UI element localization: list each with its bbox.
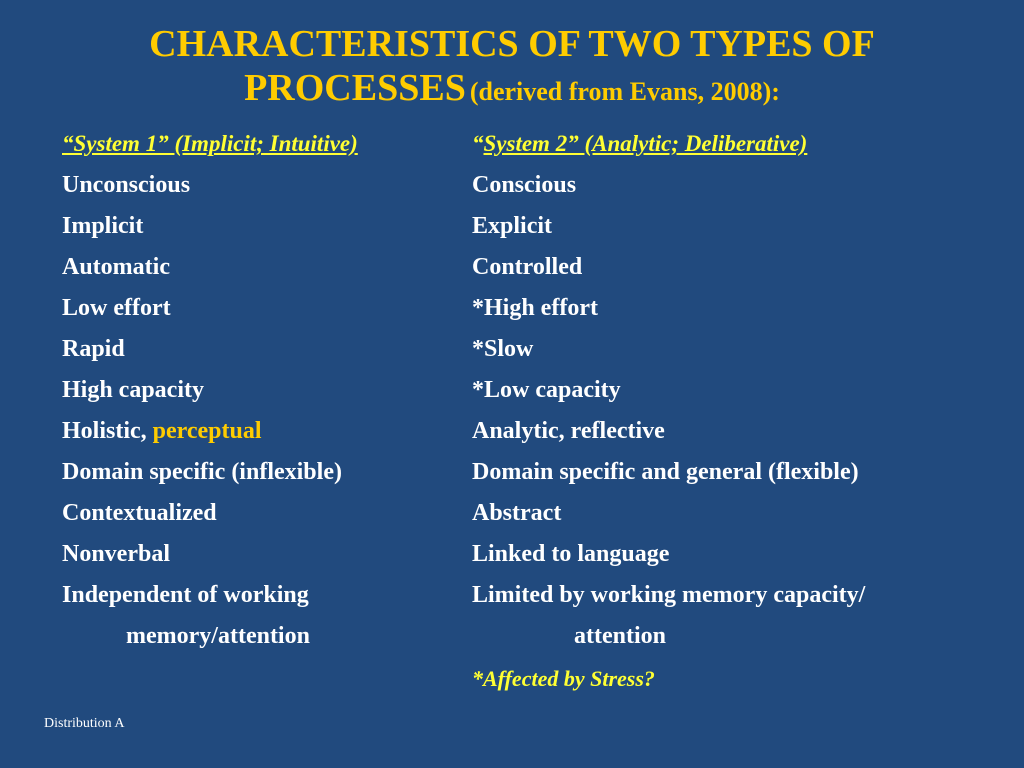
- system2-item: Linked to language: [472, 541, 670, 567]
- title-line-1: CHARACTERISTICS OF TWO TYPES OF: [149, 23, 875, 65]
- title-processes: PROCESSES: [244, 67, 466, 109]
- system2-item: *Slow: [472, 336, 534, 362]
- system2-item: Controlled: [472, 254, 583, 280]
- system2-item: Abstract: [472, 500, 562, 526]
- system2-item: *High effort: [472, 295, 598, 321]
- system2-item: Limited by working memory capacity/: [472, 582, 866, 608]
- system2-item: *Low capacity: [472, 377, 621, 403]
- system1-heading: “System 1” (Implicit; Intuitive): [62, 131, 358, 156]
- distribution-footer: Distribution A: [44, 716, 125, 731]
- system1-item: Independent of working: [62, 582, 309, 608]
- system1-item: Implicit: [62, 213, 144, 239]
- system2-item: Analytic, reflective: [472, 418, 665, 444]
- system1-item: High capacity: [62, 377, 204, 403]
- system1-item-continuation: memory/attention: [126, 623, 310, 649]
- system1-item: Contextualized: [62, 500, 217, 526]
- system1-item-holistic: Holistic, perceptual: [62, 418, 262, 444]
- system2-heading: “System 2” (Analytic; Deliberative): [472, 131, 808, 156]
- system1-item: Rapid: [62, 336, 125, 362]
- system2-item-continuation: attention: [574, 623, 666, 649]
- system1-item: Nonverbal: [62, 541, 170, 567]
- system1-item: Automatic: [62, 254, 170, 280]
- system1-item: Domain specific (inflexible): [62, 459, 342, 485]
- system1-item: Low effort: [62, 295, 171, 321]
- slide-title: [0, 22, 1024, 118]
- system2-column: [472, 126, 1012, 702]
- title-line-2: [0, 66, 1024, 118]
- perceptual-highlight: perceptual: [152, 418, 262, 444]
- system1-column: [62, 126, 452, 659]
- system2-item: Domain specific and general (flexible): [472, 459, 859, 485]
- stress-note: *Affected by Stress?: [472, 666, 655, 691]
- system1-item: Unconscious: [62, 172, 191, 198]
- title-source: (derived from Evans, 2008):: [469, 77, 780, 106]
- system2-item: Conscious: [472, 172, 577, 198]
- system2-item: Explicit: [472, 213, 553, 239]
